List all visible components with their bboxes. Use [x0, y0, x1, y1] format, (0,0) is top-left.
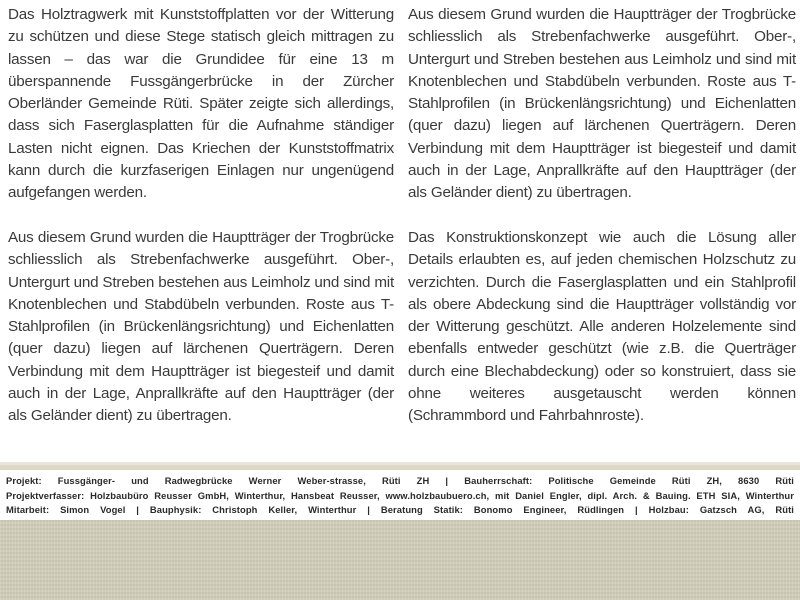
credits-line-team: Mitarbeit: Simon Vogel | Bauphysik: Christoph Keller, Winterthur | Beratung Statik: Bonomo Engineer, Rüdlingen | Holzbau: Gatzsch AG, Rüti	[6, 504, 794, 515]
left-paragraph-2: Aus diesem Grund wurden die Hauptträger der Trogbrücke schliesslich als Strebenfachwerke ausgeführt. Ober-, Untergurt und Streben bestehen aus Leimholz und sind mit Knotenblechen und Stabdübeln verbunden. Roste aus T-Stahlprofilen (in Brückenlängsrichtung) und Eichenlatten (quer dazu) liegen auf lärchenen Querträgern. Deren Verbindung mit dem Hauptträger ist biegesteif und damit auch in der Lage, Anprallkräfte auf den Hauptträger (der als Geländer dient) zu übertragen.	[8, 228, 394, 425]
credits-line-project: Projekt: Fussgänger- und Radwegbrücke Werner Weber-strasse, Rüti ZH | Bauherrschaft: Politische Gemeinde Rüti ZH, 8630 Rüti	[6, 475, 794, 486]
left-text-column	[8, 4, 394, 450]
right-text-column	[408, 4, 796, 450]
paper-texture-background	[0, 520, 800, 600]
credits-line-designer: Projektverfasser: Holzbaubüro Reusser GmbH, Winterthur, Hansbeat Reusser, www.holzbaubuero.ch, mit Daniel Engler, dipl. Arch. & Bauing. ETH SIA, Winterthur	[6, 489, 794, 501]
right-paragraph-2: Das Konstruktionskonzept wie auch die Lösung aller Details erlaubten es, auf jeden chemischen Holzschutz zu verzichten. Durch die Faserglasplatten und ein Stahlprofil als obere Abdeckung sind die Hauptträger vollständig vor der Witterung geschützt. Alle anderen Holzelemente sind ebenfalls entweder geschützt (wie z.B. die Querträger durch eine Blechabdeckung) oder so konstruiert, dass sie ohne weiteres ausgetauscht werden können (Schrammbord und Fahrbahnroste).	[408, 228, 796, 425]
left-paragraph-1: Das Holztragwerk mit Kunststoffplatten vor der Witterung zu schützen und diese Stege statisch gleich mittragen zu lassen – das war die Grundidee für eine 13 m überspannende Fussgängerbrücke in der Zürcher Oberländer Gemeinde Rüti. Später zeigte sich allerdings, dass sich Faserglasplatten für die Aufnahme ständiger Lasten nicht eignen. Das Kriechen der Kunststoffmatrix kann durch die kurzfaserigen Einlagen nur ungenügend aufgefangen werden.	[8, 6, 394, 202]
project-credits	[0, 470, 800, 520]
right-paragraph-1: Aus diesem Grund wurden die Hauptträger der Trogbrücke schliesslich als Strebenfachwerke ausgeführt. Ober-, Untergurt und Streben bestehen aus Leimholz und sind mit Knotenblechen und Stabdübeln verbunden. Roste aus T-Stahlprofilen (in Brückenlängsrichtung) und Eichenlatten (quer dazu) liegen auf lärchenen Querträgern. Deren Verbindung mit dem Hauptträger ist biegesteif und damit auch in der Lage, Anprallkräfte auf den Hauptträger (der als Geländer dient) zu übertragen.	[408, 6, 796, 202]
